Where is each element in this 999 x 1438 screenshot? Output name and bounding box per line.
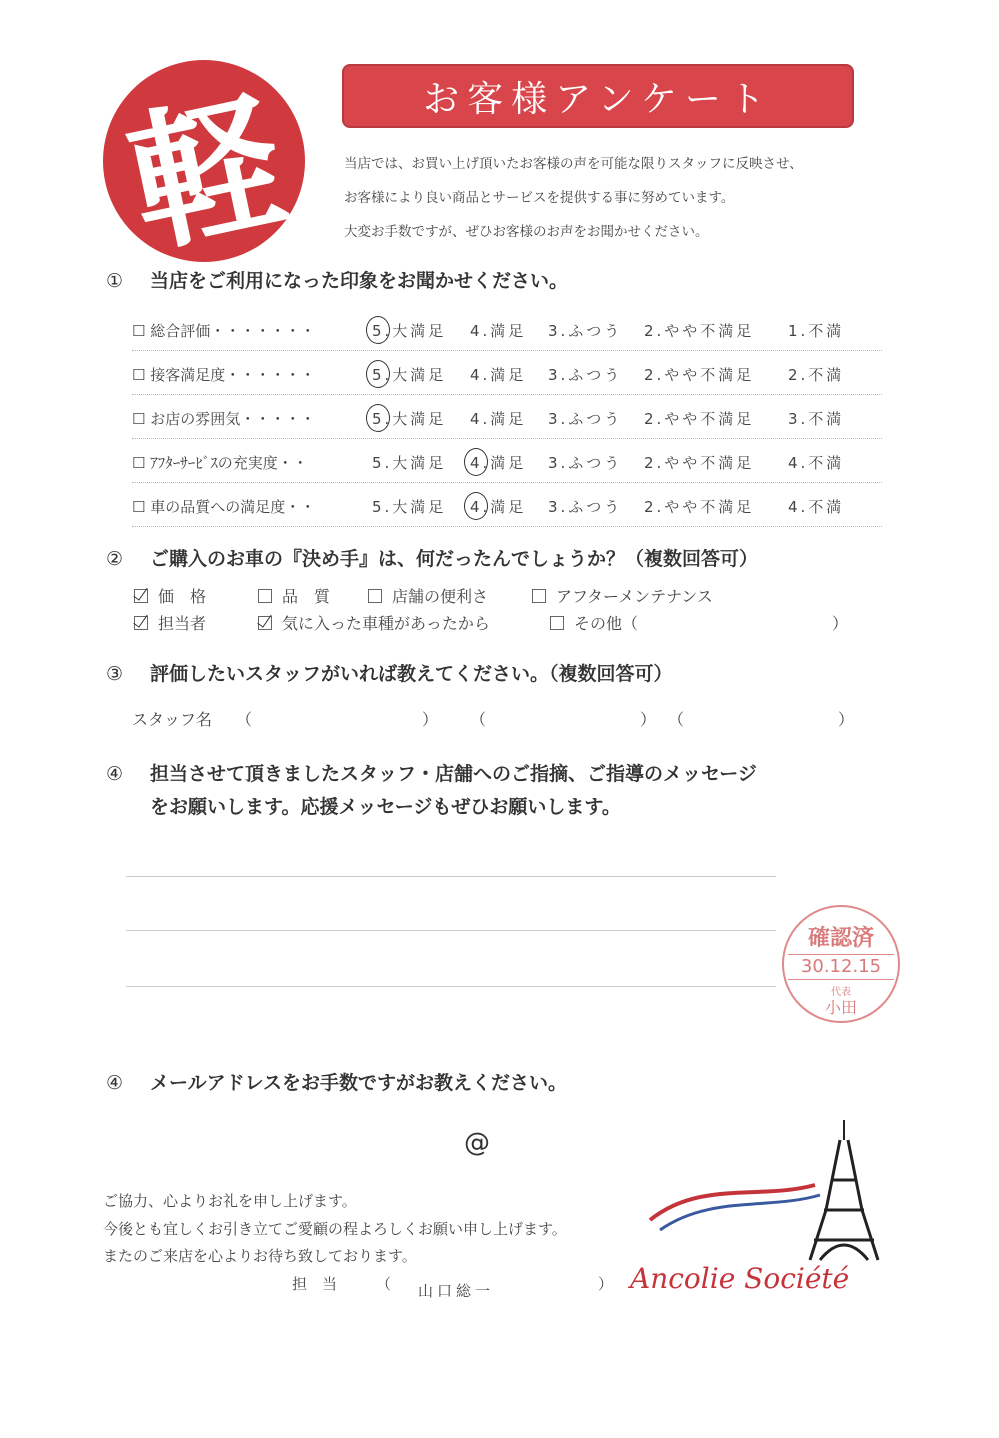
option-5[interactable]: 5.大満足: [372, 322, 447, 340]
message-line: [126, 876, 776, 877]
checkbox-label: その他（: [574, 614, 639, 633]
tanto-open: （: [376, 1275, 392, 1293]
option-2[interactable]: 2.やや不満足: [644, 498, 755, 516]
staff-2-close: ）: [640, 710, 657, 729]
q2-title: ご購入のお車の『決め手』は、何だったんでしょうか？（複数回答可）: [150, 548, 759, 570]
tanto-name: 山口総一: [418, 1282, 495, 1300]
option-4[interactable]: 4.満足: [470, 498, 527, 516]
q1-number: ①: [106, 270, 124, 292]
option-1[interactable]: 3.不満: [788, 410, 845, 428]
q4-heading: [106, 759, 757, 786]
option-2[interactable]: 2.やや不満足: [644, 366, 755, 384]
option-4[interactable]: 4.満足: [470, 366, 527, 384]
option-2[interactable]: 2.やや不満足: [644, 322, 755, 340]
q1-title: 当店をご利用になった印象をお聞かせください。: [150, 270, 569, 292]
rating-row-label[interactable]: ☐ 接客満足度・・・・・・: [132, 366, 316, 384]
confirmation-stamp: [782, 905, 900, 1023]
tanto-label: 担 当: [292, 1275, 338, 1293]
option-4[interactable]: 4.満足: [470, 322, 527, 340]
option-3[interactable]: 3.ふつう: [548, 322, 623, 340]
rating-row-service: [132, 354, 882, 395]
rating-row-overall: [132, 310, 882, 351]
option-5[interactable]: 5.大満足: [372, 454, 447, 472]
stamp-date: 30.12.15: [788, 954, 894, 980]
q5-number: ④: [106, 1072, 124, 1094]
rating-row-label[interactable]: ☐ お店の雰囲気・・・・・: [132, 410, 316, 428]
stamp-name: 小田: [824, 998, 857, 1017]
option-3[interactable]: 3.ふつう: [548, 454, 623, 472]
q4-title-line2: をお願いします。応援メッセージもぜひお願いします。: [150, 796, 621, 818]
option-2[interactable]: 2.やや不満足: [644, 454, 755, 472]
checkbox-label: 担当者: [158, 614, 207, 633]
checkbox-other[interactable]: [550, 611, 638, 634]
checkbox-label: アフターメンテナンス: [556, 587, 713, 606]
option-3[interactable]: 3.ふつう: [548, 498, 623, 516]
rating-row-label[interactable]: ☐ 車の品質への満足度・・: [132, 498, 316, 516]
closing-line-2: 今後とも宜しくお引き立てご愛顧の程よろしくお願い申し上げます。: [103, 1220, 567, 1238]
option-3[interactable]: 3.ふつう: [548, 410, 623, 428]
tanto-close: ）: [598, 1275, 614, 1293]
option-1[interactable]: 4.不満: [788, 454, 845, 472]
checkbox-label: 店舗の便利さ: [392, 587, 489, 606]
checkbox-box[interactable]: [258, 589, 272, 603]
closing-line-1: ご協力、心よりお礼を申し上げます。: [103, 1192, 357, 1210]
q1-heading: [106, 266, 568, 293]
checkbox-price[interactable]: [134, 584, 206, 607]
staff-3-close: ）: [838, 710, 855, 729]
staff-3-open: （: [668, 710, 685, 729]
checkbox-box[interactable]: [134, 589, 148, 603]
checkbox-convenience[interactable]: [368, 584, 488, 607]
option-3[interactable]: 3.ふつう: [548, 366, 623, 384]
checkbox-quality[interactable]: [258, 584, 330, 607]
q5-title: メールアドレスをお手数ですがお教えください。: [150, 1072, 568, 1094]
rating-row-label[interactable]: ☐ ｱﾌﾀｰｻｰﾋﾞｽの充実度・・: [132, 454, 308, 472]
rating-row-quality: [132, 486, 882, 527]
rating-row-label[interactable]: ☐ 総合評価・・・・・・・: [132, 322, 316, 340]
checkbox-box[interactable]: [368, 589, 382, 603]
option-5[interactable]: 5.大満足: [372, 498, 447, 516]
q3-title: 評価したいスタッフがいれば教えてください。（複数回答可）: [150, 663, 673, 685]
option-4[interactable]: 4.満足: [470, 410, 527, 428]
logo-char: 軽: [115, 74, 299, 276]
stamp-top: 確認済: [807, 926, 874, 951]
option-2[interactable]: 2.やや不満足: [644, 410, 755, 428]
other-paren-close: ）: [832, 614, 849, 633]
staff-name-field-2[interactable]: [494, 708, 638, 730]
q5-heading: [106, 1068, 567, 1095]
brand-name: Ancolie Société: [630, 1262, 850, 1295]
intro-line-2: お客様により良い商品とサービスを提供する事に努めています。: [344, 190, 735, 206]
option-1[interactable]: 2.不満: [788, 366, 845, 384]
q3-number: ③: [106, 663, 124, 685]
checkbox-box[interactable]: [134, 616, 148, 630]
staff-1-close: ）: [422, 710, 439, 729]
stamp-small: 代表: [831, 987, 851, 998]
staff-name-field-1[interactable]: [260, 708, 420, 730]
staff-label: スタッフ名: [132, 710, 213, 729]
page-title: お客様アンケート: [423, 78, 773, 120]
checkbox-box[interactable]: [550, 616, 564, 630]
message-line: [126, 986, 776, 987]
rating-row-atmosphere: [132, 398, 882, 439]
q4-number: ④: [106, 763, 124, 785]
staff-name-field-3[interactable]: [692, 708, 836, 730]
q2-number: ②: [106, 548, 124, 570]
option-5[interactable]: 5.大満足: [372, 366, 447, 384]
rating-row-aftercare: [132, 442, 882, 483]
option-1[interactable]: 4.不満: [788, 498, 845, 516]
intro-line-3: 大変お手数ですが、ぜひお客様のお声をお聞かせください。: [344, 224, 709, 240]
checkbox-box[interactable]: [258, 616, 272, 630]
checkbox-staff[interactable]: [134, 611, 206, 634]
title-banner: [342, 64, 854, 128]
message-line: [126, 930, 776, 931]
option-1[interactable]: 1.不満: [788, 322, 845, 340]
checkbox-box[interactable]: [532, 589, 546, 603]
closing-line-3: またのご来店を心よりお待ち致しております。: [103, 1247, 417, 1265]
checkbox-car-model[interactable]: [258, 611, 490, 634]
q2-heading: [106, 544, 758, 571]
email-at-sign: @: [464, 1128, 490, 1158]
checkbox-label: 価 格: [158, 587, 207, 606]
option-5[interactable]: 5.大満足: [372, 410, 447, 428]
staff-2-open: （: [470, 710, 487, 729]
option-4[interactable]: 4.満足: [470, 454, 527, 472]
q3-heading: [106, 659, 673, 686]
q4-title-line1: 担当させて頂きましたスタッフ・店舗へのご指摘、ご指導のメッセージ: [150, 763, 757, 785]
checkbox-label: 気に入った車種があったから: [282, 614, 490, 633]
checkbox-label: 品 質: [282, 587, 331, 606]
intro-line-1: 当店では、お買い上げ頂いたお客様の声を可能な限りスタッフに反映させ、: [344, 156, 803, 172]
checkbox-aftermaintenance[interactable]: [532, 584, 713, 607]
staff-1-open: （: [236, 710, 253, 729]
